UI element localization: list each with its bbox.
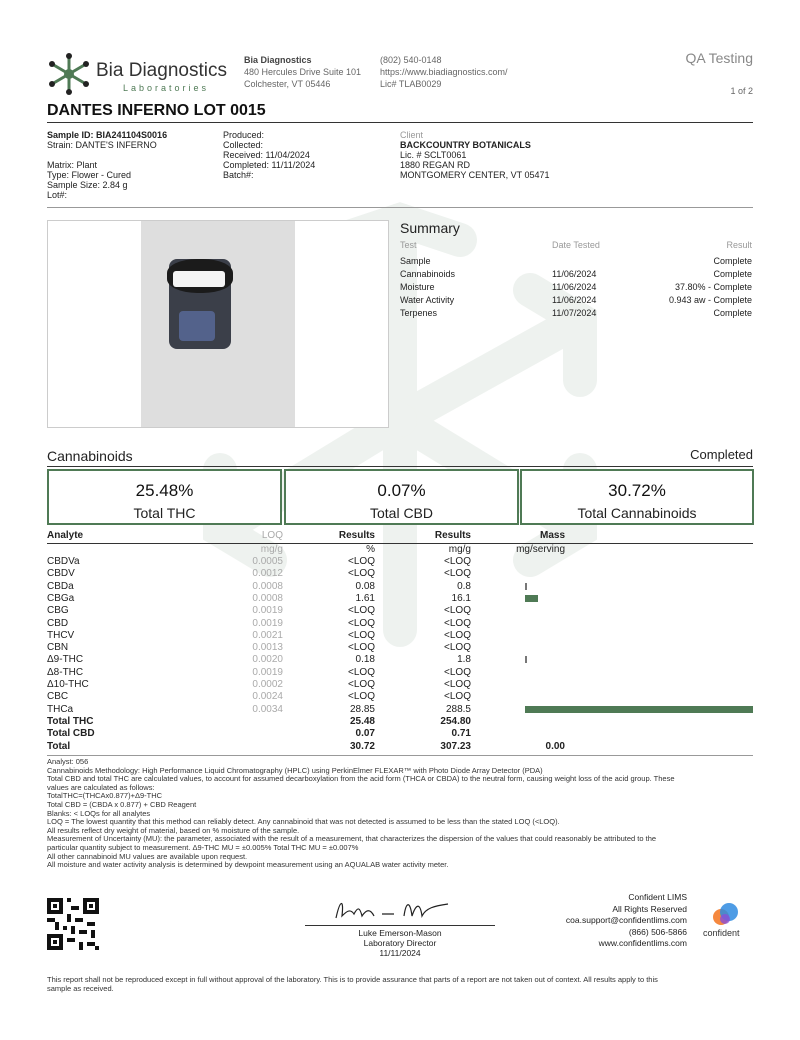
note-line: LOQ = The lowest quantity that this method can reliably detect. Any cannabinoid that was not detected is assumed to be less than the stated LOQ (<LOQ). bbox=[47, 817, 560, 827]
table-row bbox=[47, 654, 753, 666]
analyte-loq: 0.0019 bbox=[252, 605, 283, 617]
total-result-mg: 0.71 bbox=[451, 728, 471, 740]
table-row bbox=[47, 667, 753, 679]
sample-photo-frame bbox=[47, 220, 389, 428]
client-name: BACKCOUNTRY BOTANICALS bbox=[400, 140, 531, 150]
header-results-pct: Results bbox=[338, 530, 375, 541]
sample-size: Sample Size: 2.84 g bbox=[47, 180, 128, 190]
summary-header-row bbox=[400, 239, 752, 252]
total-cbd-pct: 0.07% bbox=[377, 481, 426, 500]
summary-header-date: Date Tested bbox=[552, 240, 600, 250]
qr-code-icon[interactable] bbox=[47, 898, 99, 950]
total-thc-label: Total THC bbox=[133, 505, 196, 521]
summary-test: Terpenes bbox=[400, 308, 438, 318]
sample-matrix: Matrix: Plant bbox=[47, 160, 98, 170]
signature-image bbox=[330, 894, 470, 924]
analyte-name: Δ9-THC bbox=[47, 654, 84, 666]
analyte-result-mg: 1.8 bbox=[457, 654, 471, 666]
summary-header-result: Result bbox=[726, 240, 752, 250]
total-result-pct: 0.07 bbox=[355, 728, 375, 740]
table-header-row bbox=[47, 530, 753, 542]
analyte-result-mg: <LOQ bbox=[444, 617, 471, 629]
total-cannabinoids-pct: 30.72% bbox=[608, 481, 666, 500]
table-row bbox=[47, 568, 753, 580]
summary-date: 11/06/2024 bbox=[552, 282, 597, 292]
lims-website-link[interactable]: www.confidentlims.com bbox=[598, 938, 687, 948]
summary-test: Cannabinoids bbox=[400, 269, 456, 279]
summary-result: Complete bbox=[713, 308, 752, 318]
analyte-result-pct: 0.18 bbox=[355, 654, 375, 666]
lab-website-link[interactable]: https://www.biadiagnostics.com/ bbox=[380, 67, 508, 77]
analyte-result-mg: <LOQ bbox=[444, 666, 471, 678]
analyte-result-mg: <LOQ bbox=[444, 642, 471, 654]
note-line: Blanks: < LOQs for all analytes bbox=[47, 808, 151, 818]
analyte-name: CBC bbox=[47, 691, 69, 703]
table-row bbox=[47, 618, 753, 630]
total-row bbox=[47, 741, 753, 753]
footer-line: sample as received. bbox=[47, 984, 114, 993]
table-row bbox=[47, 593, 753, 605]
lims-phone: (866) 506-5866 bbox=[628, 926, 687, 937]
batch-number: Batch#: bbox=[223, 170, 254, 180]
lab-name-small: Bia Diagnostics bbox=[244, 55, 312, 65]
analyte-result-pct: <LOQ bbox=[348, 629, 375, 641]
analyte-loq: 0.0034 bbox=[252, 703, 283, 715]
confident-logo-text: confident bbox=[703, 928, 740, 938]
date-collected: Collected: bbox=[223, 140, 264, 150]
table-row bbox=[47, 581, 753, 593]
note-line: All results reflect dry weight of material, based on % moisture of the sample. bbox=[47, 825, 300, 835]
cannabinoids-status: Completed bbox=[690, 447, 753, 462]
footer-disclaimer bbox=[47, 975, 753, 993]
sample-type: Type: Flower - Cured bbox=[47, 170, 132, 180]
analyte-name: Δ10-THC bbox=[47, 679, 89, 690]
summary-test: Sample bbox=[400, 256, 431, 266]
summary-test: Moisture bbox=[400, 282, 435, 292]
analyte-result-mg: <LOQ bbox=[444, 568, 471, 580]
analyte-name: CBN bbox=[47, 642, 69, 654]
total-result-mg: 254.80 bbox=[440, 715, 471, 727]
client-license: Lic. # SCLT0061 bbox=[400, 150, 467, 160]
summary-row bbox=[400, 307, 752, 320]
lab-address1: 480 Hercules Drive Suite 101 bbox=[244, 67, 362, 77]
analyte-name: CBD bbox=[47, 617, 69, 629]
total-name: Total CBD bbox=[47, 728, 95, 740]
analyte-loq: 0.0002 bbox=[252, 679, 283, 690]
table-row bbox=[47, 630, 753, 642]
table-row bbox=[47, 691, 753, 703]
total-result-pct: 30.72 bbox=[349, 740, 375, 752]
header-analyte: Analyte bbox=[47, 530, 84, 541]
summary-row bbox=[400, 294, 752, 307]
lims-name: Confident LIMS bbox=[628, 892, 687, 902]
sample-lot: Lot#: bbox=[47, 190, 68, 200]
report-title: DANTES INFERNO LOT 0015 bbox=[47, 102, 266, 119]
analyte-result-mg: <LOQ bbox=[444, 629, 471, 641]
sample-id: Sample ID: BIA241104S0016 bbox=[47, 130, 168, 140]
lims-rights: All Rights Reserved bbox=[612, 903, 687, 914]
analyte-bar bbox=[525, 583, 527, 590]
unit-mass: mg/serving bbox=[516, 544, 565, 555]
note-line: All moisture and water activity analysis is determined by dewpoint measurement using an AQUALAB water activity meter. bbox=[47, 860, 449, 870]
analyte-name: THCa bbox=[47, 703, 74, 715]
note-line: values are calculated as follows: bbox=[47, 782, 155, 792]
analyte-loq: 0.0008 bbox=[252, 580, 283, 592]
table-row bbox=[47, 605, 753, 617]
note-line: Measurement of Uncertainty (MU): the parameter, associated with the result of a measurement, that characterizes the dispersion of the values that could reasonably be attributed to the bbox=[47, 834, 657, 844]
header-loq: LOQ bbox=[261, 530, 283, 541]
analyte-result-mg: 288.5 bbox=[445, 703, 471, 715]
table-units-row bbox=[47, 544, 753, 556]
table-row bbox=[47, 642, 753, 654]
header-results-mg: Results bbox=[434, 530, 471, 541]
analyte-name: CBDV bbox=[47, 568, 75, 580]
signer-name: Luke Emerson-Mason bbox=[358, 928, 442, 938]
total-name: Total bbox=[47, 740, 71, 752]
analyte-result-mg: <LOQ bbox=[444, 556, 471, 567]
analyte-name: CBDa bbox=[47, 580, 74, 592]
summary-date: 11/06/2024 bbox=[552, 295, 597, 305]
analyte-result-pct: 1.61 bbox=[355, 592, 375, 604]
summary-result: 37.80% - Complete bbox=[674, 282, 752, 292]
analyte-result-mg: 0.8 bbox=[457, 580, 471, 592]
note-line: TotalTHC=(THCAx0.877)+Δ9-THC bbox=[47, 791, 163, 801]
table-row bbox=[47, 704, 753, 716]
qa-testing-label: QA Testing bbox=[685, 50, 753, 66]
table-row bbox=[47, 556, 753, 568]
total-name: Total THC bbox=[47, 715, 94, 727]
analyte-result-pct: <LOQ bbox=[348, 605, 375, 617]
sample-strain: Strain: DANTE'S INFERNO bbox=[47, 140, 157, 150]
total-thc-box bbox=[47, 469, 282, 525]
analyte-name: Δ8-THC bbox=[47, 666, 84, 678]
client-address1: 1880 REGAN RD bbox=[400, 160, 471, 170]
lims-email-link[interactable]: coa.support@confidentlims.com bbox=[565, 915, 687, 925]
analyte-loq: 0.0005 bbox=[252, 556, 283, 567]
analyte-name: CBG bbox=[47, 605, 69, 617]
analyte-loq: 0.0012 bbox=[252, 568, 283, 580]
total-row bbox=[47, 716, 753, 728]
lab-phone: (802) 540-0148 bbox=[380, 55, 442, 65]
summary-result: Complete bbox=[713, 269, 752, 279]
analyte-loq: 0.0013 bbox=[252, 642, 283, 654]
lab-name: Bia Diagnostics bbox=[96, 60, 227, 81]
note-line: Total CBD = (CBDA x 0.877) + CBD Reagent bbox=[47, 799, 197, 809]
analyte-result-pct: <LOQ bbox=[348, 642, 375, 654]
summary-date: 11/07/2024 bbox=[552, 308, 597, 318]
analyte-result-mg: 16.1 bbox=[451, 592, 471, 604]
total-thc-pct: 25.48% bbox=[135, 481, 194, 500]
total-row bbox=[47, 728, 753, 740]
date-completed: Completed: 11/11/2024 bbox=[223, 160, 316, 170]
table-row bbox=[47, 679, 753, 691]
analyte-name: THCV bbox=[47, 629, 75, 641]
summary-test: Water Activity bbox=[400, 295, 455, 305]
summary-table bbox=[400, 239, 752, 329]
analyte-loq: 0.0019 bbox=[252, 666, 283, 678]
sample-photo bbox=[141, 221, 295, 427]
header-mass: Mass bbox=[539, 530, 565, 541]
footer-line: This report shall not be reproduced except in full without approval of the laboratory. This is to provide assurance that parts of a report are not taken out of context. All results apply to this bbox=[47, 975, 658, 984]
analyte-loq: 0.0008 bbox=[252, 592, 283, 604]
page-number: 1 of 2 bbox=[730, 86, 753, 96]
summary-result: Complete bbox=[713, 256, 752, 266]
analyte-result-mg: <LOQ bbox=[444, 605, 471, 617]
summary-date: 11/06/2024 bbox=[552, 269, 597, 279]
date-produced: Produced: bbox=[223, 130, 265, 140]
signer-date: 11/11/2024 bbox=[379, 948, 421, 958]
client-address2: MONTGOMERY CENTER, VT 05471 bbox=[400, 170, 550, 180]
analyte-name: CBGa bbox=[47, 592, 75, 604]
analyte-bar bbox=[525, 656, 527, 663]
unit-mg: mg/g bbox=[448, 544, 471, 555]
note-line: All other cannabinoid MU values are available upon request. bbox=[47, 851, 248, 861]
total-mass: 0.00 bbox=[545, 740, 565, 752]
analyte-result-pct: 28.85 bbox=[349, 703, 375, 715]
analyte-result-mg: <LOQ bbox=[444, 679, 471, 690]
summary-header-test: Test bbox=[400, 240, 417, 250]
lab-license: Lic# TLAB0029 bbox=[380, 79, 442, 89]
analyte-result-pct: 0.08 bbox=[355, 580, 375, 592]
analyte-result-mg: <LOQ bbox=[444, 691, 471, 703]
note-line: Total CBD and total THC are calculated values, to account for assumed decarboxylation from the acid form (THCA or CBDA) to the neutral form, causing weight loss of the acid group. These bbox=[47, 774, 675, 784]
summary-row bbox=[400, 281, 752, 294]
analyte-result-pct: <LOQ bbox=[348, 691, 375, 703]
total-cbd-box bbox=[284, 469, 519, 525]
analyte-loq: 0.0020 bbox=[252, 654, 283, 666]
analyte-bar bbox=[525, 706, 753, 713]
note-line: particular quantity subject to measurement. Δ9-THC MU = ±0.005% Total THC MU = ±0.007% bbox=[47, 842, 359, 852]
analyte-bar bbox=[525, 595, 538, 602]
analyte-result-pct: <LOQ bbox=[348, 666, 375, 678]
total-cannabinoids-label: Total Cannabinoids bbox=[577, 505, 697, 521]
analyte-name: CBDVa bbox=[47, 556, 80, 567]
unit-loq: mg/g bbox=[260, 544, 283, 555]
date-received: Received: 11/04/2024 bbox=[223, 150, 310, 160]
cannabinoid-table bbox=[47, 530, 753, 752]
total-cannabinoids-box bbox=[520, 469, 754, 525]
summary-row bbox=[400, 255, 752, 268]
analyte-loq: 0.0021 bbox=[252, 629, 283, 641]
analyte-loq: 0.0019 bbox=[252, 617, 283, 629]
analyte-result-pct: <LOQ bbox=[348, 617, 375, 629]
unit-pct: % bbox=[366, 544, 375, 555]
lab-subtitle: Laboratories bbox=[123, 83, 210, 93]
analyte-result-pct: <LOQ bbox=[348, 568, 375, 580]
cannabinoids-title: Cannabinoids bbox=[47, 448, 133, 464]
total-cbd-label: Total CBD bbox=[369, 505, 434, 521]
total-result-pct: 25.48 bbox=[349, 715, 375, 727]
signer-role: Laboratory Director bbox=[363, 938, 437, 948]
note-line: Analyst: 056 bbox=[47, 757, 89, 766]
analyte-result-pct: <LOQ bbox=[348, 679, 375, 690]
summary-result: 0.943 aw - Complete bbox=[668, 295, 752, 305]
note-line: Cannabinoids Methodology: High Performance Liquid Chromatography (HPLC) using PerkinElmer FLEXAR™ with Photo Diode Array Detector (PDA) bbox=[47, 765, 543, 775]
bia-logo-icon bbox=[46, 52, 92, 96]
analyte-loq: 0.0024 bbox=[252, 691, 283, 703]
summary-title: Summary bbox=[400, 220, 460, 236]
client-label: Client bbox=[400, 130, 424, 140]
total-result-mg: 307.23 bbox=[440, 740, 471, 752]
methodology-notes bbox=[47, 758, 753, 870]
summary-row bbox=[400, 268, 752, 281]
analyte-result-pct: <LOQ bbox=[348, 556, 375, 567]
lab-address2: Colchester, VT 05446 bbox=[244, 79, 331, 89]
confident-logo-icon bbox=[710, 902, 742, 928]
